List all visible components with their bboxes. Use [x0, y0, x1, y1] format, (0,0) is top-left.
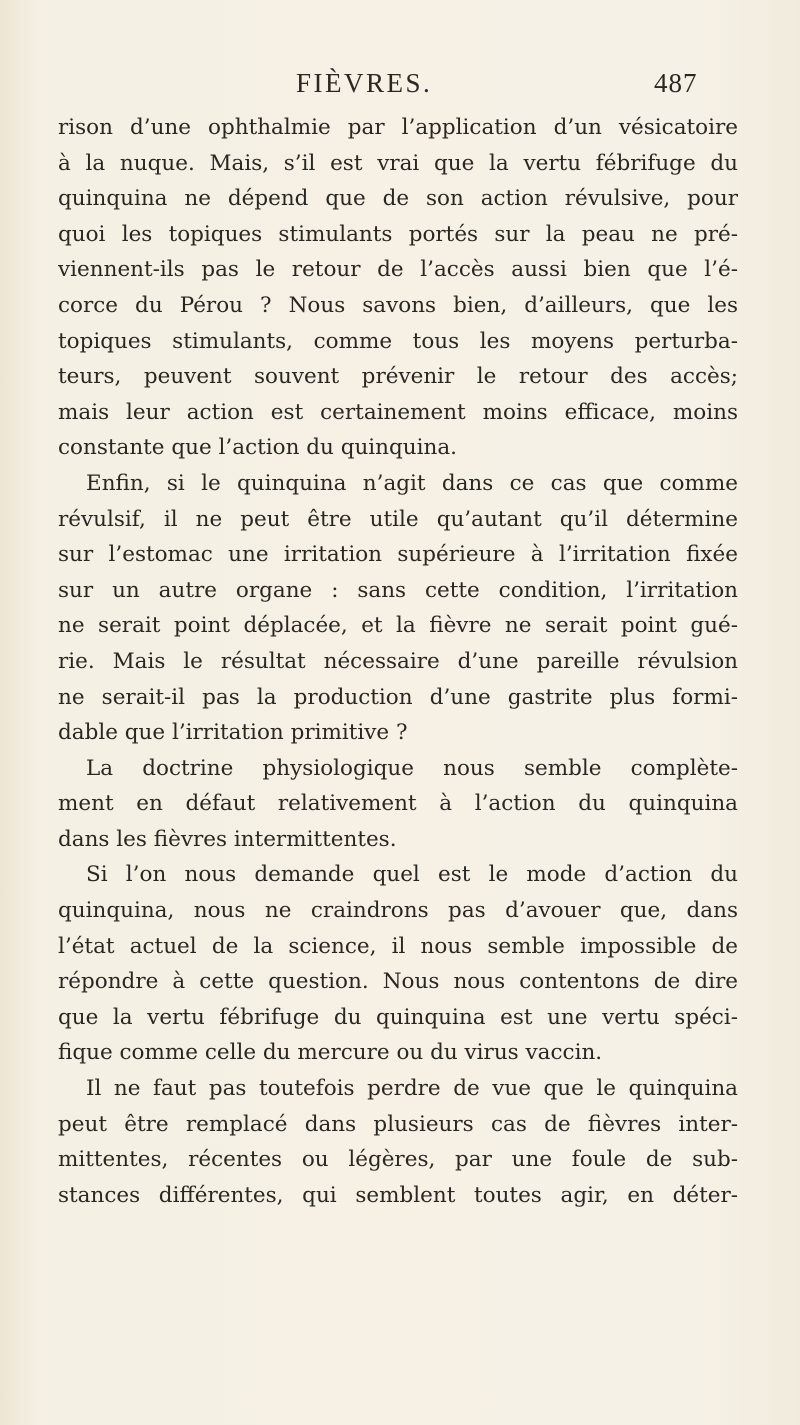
- text-line: rison d’une ophthalmie par l’application d’un vésicatoire: [58, 115, 738, 140]
- text-line: à la nuque. Mais, s’il est vrai que la vertu fébrifuge du: [58, 150, 738, 176]
- text-line: mittentes, récentes ou légères, par une foule de sub-: [58, 1147, 738, 1173]
- text-line: révulsif, il ne peut être utile qu’autant qu’il détermine: [58, 506, 738, 532]
- text-line: constante que l’action du quinquina.: [58, 435, 458, 461]
- text-line: Si l’on nous demande quel est le mode d’action du: [86, 862, 738, 888]
- text-line: La doctrine physiologique nous semble complète-: [86, 755, 738, 781]
- text-line: ment en défaut relativement à l’action du quinquina: [58, 791, 738, 817]
- text-line: quoi les topiques stimulants portés sur la peau ne pré-: [58, 221, 738, 247]
- text-line: ne serait point déplacée, et la fièvre ne serait point gué-: [58, 613, 738, 639]
- text-line: stances différentes, qui semblent toutes agir, en déter-: [58, 1182, 738, 1208]
- text-line: fique comme celle du mercure ou du virus vaccin.: [58, 1040, 603, 1066]
- text-line: que la vertu fébrifuge du quinquina est une vertu spéci-: [58, 1004, 738, 1030]
- text-line: corce du Pérou ? Nous savons bien, d’ailleurs, que les: [58, 292, 738, 318]
- text-line: l’état actuel de la science, il nous semble impossible de: [58, 933, 738, 959]
- page-header: [0, 68, 800, 108]
- text-line: viennent-ils pas le retour de l’accès aussi bien que l’é-: [58, 257, 738, 283]
- running-title: FIÈVRES.: [296, 68, 433, 98]
- text-line: sur l’estomac une irritation supérieure à l’irritation fixée: [58, 542, 738, 568]
- text-line: répondre à cette question. Nous nous contentons de dire: [58, 969, 738, 995]
- text-line: mais leur action est certainement moins efficace, moins: [58, 399, 738, 425]
- text-line: quinquina, nous ne craindrons pas d’avouer que, dans: [58, 898, 738, 924]
- text-line: teurs, peuvent souvent prévenir le retour des accès;: [58, 364, 738, 390]
- text-line: Il ne faut pas toutefois perdre de vue que le quinquina: [86, 1076, 738, 1102]
- text-line: Enfin, si le quinquina n’agit dans ce cas que comme: [86, 470, 738, 496]
- text-line: dable que l’irritation primitive ?: [58, 720, 408, 746]
- text-line: topiques stimulants, comme tous les moyens perturba-: [58, 328, 738, 354]
- text-line: ne serait-il pas la production d’une gastrite plus formi-: [58, 684, 738, 710]
- text-line: quinquina ne dépend que de son action révulsive, pour: [58, 186, 738, 212]
- page-number: 487: [654, 68, 698, 98]
- body-text: [58, 110, 738, 1213]
- text-line: dans les fièvres intermittentes.: [58, 826, 397, 852]
- text-line: peut être remplacé dans plusieurs cas de fièvres inter-: [58, 1111, 738, 1137]
- text-line: rie. Mais le résultat nécessaire d’une pareille révulsion: [58, 648, 738, 674]
- text-line: sur un autre organe : sans cette condition, l’irritation: [58, 577, 738, 603]
